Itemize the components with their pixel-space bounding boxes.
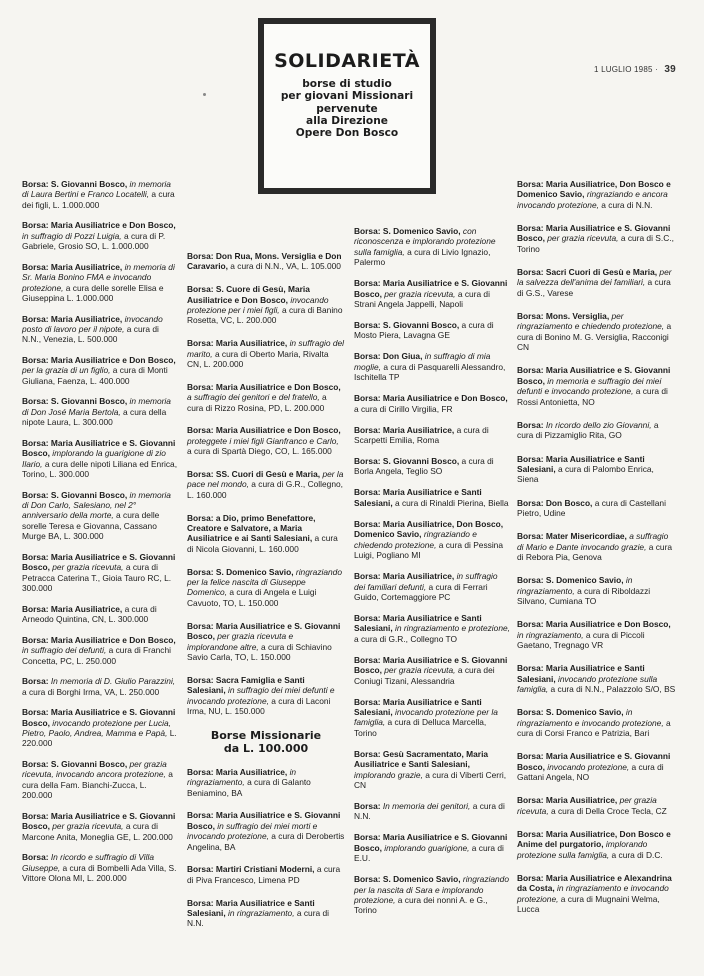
entry-heading: Borsa: S. Domenico Savio,	[187, 566, 294, 577]
entry-intention: in ringraziamento e invocando protezione,	[517, 707, 664, 728]
entry-donor: a cura di Gattani Angela, NO	[517, 761, 664, 783]
entry-heading: Borsa: Sacra Famiglia e Santi Salesiani,	[187, 674, 305, 696]
entry-heading: Borsa:	[22, 676, 49, 687]
column-2	[187, 251, 345, 941]
donation-entry	[22, 552, 178, 594]
entry-intention: In ricordo dello zio Giovanni,	[545, 419, 652, 430]
entry-donor: a cura di Borghi Irma, VA, L. 250.000	[22, 686, 160, 697]
entry-intention: per la pace nel mondo,	[187, 469, 344, 490]
entry-donor: a cura delle nipoti Liliana ed Enrica, Torino, L. 300.000	[22, 458, 178, 480]
column-2-missionary-entries	[187, 767, 345, 929]
entry-heading: Borsa: Maria Ausiliatrice, Don Bosco, Domenico Savio,	[354, 518, 504, 540]
entry-donor: a cura di N.N., Venezia, L. 500.000	[22, 324, 159, 345]
entry-heading: Borsa: Maria Ausiliatrice e Don Bosco,	[517, 619, 671, 630]
entry-donor: a cura di Galanto Beniamino, BA	[187, 777, 311, 798]
entry-intention: per grazia ricevuta e implorandone altre,	[187, 631, 294, 652]
entry-intention: per la salvezza dell'anima dei familiari,	[517, 267, 672, 288]
entry-donor: a cura di Delluca Marcella, Torino	[354, 717, 487, 738]
entry-heading: Borsa: Sacri Cuori di Gesù e Maria,	[517, 267, 658, 278]
entry-donor: a cura di Mosto Piera, Lavagna GE	[354, 320, 494, 341]
donation-entry	[517, 498, 677, 519]
entry-heading: Borsa: Maria Ausiliatrice e S. Giovanni Bosco,	[517, 751, 671, 772]
donation-entry	[187, 469, 345, 500]
entry-heading: Borsa: a Dio, primo Benefattore, Creatore e Salvatore, a Maria Ausiliatrice e ai Santi Salesiani,	[187, 512, 316, 544]
entry-heading: Borsa:	[22, 852, 49, 863]
entry-donor: a cura di Mugnaini Welma, Lucca	[517, 893, 660, 915]
entry-heading: Borsa: Maria Ausiliatrice,	[354, 424, 455, 435]
donation-entry	[187, 567, 345, 609]
entry-donor: a cura di Arneodo Quintina, CN, L. 300.000	[22, 603, 157, 625]
donation-entry	[354, 425, 510, 446]
entry-intention: in memoria di Sr. Maria Bonino FMA e invocando protezione,	[22, 261, 175, 293]
donation-entry	[22, 707, 178, 749]
donation-entry	[517, 454, 677, 485]
donation-entry	[22, 759, 178, 801]
entry-intention: invocando protezione per i miei figli,	[187, 294, 329, 316]
entry-intention: per grazia ricevuta,	[384, 288, 456, 299]
entry-donor: a cura di Ferrari Guido, Cortemaggiore PC	[354, 581, 488, 602]
entry-intention: in ringraziamento,	[227, 907, 295, 918]
donation-entry	[187, 251, 345, 272]
entry-heading: Borsa: Maria Ausiliatrice e Santi Salesiani,	[354, 612, 482, 634]
entry-heading: Borsa: S. Giovanni Bosco,	[22, 179, 128, 189]
entry-intention: ringraziando per la nascita di Sara e implorando protezione,	[354, 874, 509, 905]
entry-heading: Borsa: Maria Ausiliatrice e S. Giovanni Bosco,	[187, 620, 341, 642]
donation-entry	[517, 663, 677, 694]
entry-intention: per grazia ricevuta,	[52, 562, 124, 573]
entry-heading: Borsa: Maria Ausiliatrice, Don Bosco e Domenico Savio,	[517, 179, 671, 200]
issue-date: 1 LUGLIO 1985	[594, 65, 653, 74]
donation-entry	[517, 179, 677, 210]
entry-donor: a cura di Schiavino Savio Carla, TO, L. 150.000	[187, 641, 332, 662]
donation-entry	[22, 262, 178, 304]
entry-donor: a cura di G.S., Varese	[517, 277, 671, 298]
donation-entry	[517, 365, 677, 407]
entry-donor: a cura di Pessina Luigi, Pogliano MI	[354, 539, 503, 561]
page-title: SOLIDARIETÀ	[274, 50, 420, 72]
entry-heading: Borsa: S. Domenico Savio,	[517, 575, 624, 586]
entry-intention: invocando protezione per la famiglia,	[354, 706, 498, 728]
donation-entry	[517, 873, 677, 915]
donation-entry	[517, 829, 677, 860]
entry-heading: Borsa: Maria Ausiliatrice e S. Giovanni Bosco,	[517, 223, 671, 244]
entry-heading: Borsa: Maria Ausiliatrice,	[517, 795, 618, 806]
subtitle-line: per giovani Missionari	[280, 90, 414, 103]
entry-donor: a cura di Strani Angela Jappelli, Napoli	[354, 288, 490, 310]
entry-heading: Borsa: Maria Ausiliatrice e S. Giovanni Bosco,	[22, 551, 176, 573]
donation-entry	[22, 438, 178, 480]
entry-donor: a cura di Livio Ignazio, Palermo	[354, 246, 491, 268]
entry-heading: Borsa: Maria Ausiliatrice, Don Bosco e Anime del purgatorio,	[517, 828, 671, 850]
entry-heading: Borsa: S. Domenico Savio,	[354, 226, 461, 236]
entry-donor: a cura dei figli, L. 1.000.000	[22, 189, 175, 210]
entry-heading: Borsa: Maria Ausiliatrice e Santi Salesiani,	[354, 696, 482, 717]
entry-donor: a cura di S.C., Torino	[517, 233, 674, 254]
entry-heading: Borsa: Maria Ausiliatrice e Santi Salesiani,	[187, 897, 315, 918]
entry-heading: Borsa: Don Giua,	[354, 351, 423, 362]
entry-intention: in ringraziamento,	[517, 575, 633, 596]
entry-intention: per grazia ricevuta,	[52, 821, 124, 832]
entry-intention: implorando guarigione,	[384, 842, 470, 853]
title-subtitle	[264, 78, 430, 139]
entry-intention: in suffragio di mia moglie,	[354, 351, 491, 372]
entry-heading: Borsa: Maria Ausiliatrice e Don Bosco,	[22, 355, 176, 366]
donation-entry	[517, 223, 677, 254]
entry-heading: Borsa: Maria Ausiliatrice,	[187, 766, 288, 777]
subheading-line: Borse Missionarie	[210, 728, 322, 742]
entry-donor: a cura di N.N.	[601, 199, 653, 210]
entry-heading: Borsa: Mons. Versiglia,	[517, 311, 610, 322]
entry-donor: a cura di Banino Rosetta, VC, L. 200.000	[187, 305, 343, 326]
entry-donor: a cura di Palombo Enrica, Siena	[517, 463, 654, 485]
entry-intention: per grazia ricevuta,	[547, 233, 619, 244]
entry-donor: a cura di Franchi Concetta, PC, L. 250.000	[22, 645, 171, 666]
entry-donor: a cura di Cirillo Virgilia, FR	[354, 403, 453, 414]
donation-entry	[517, 311, 677, 353]
entry-heading: Borsa: Maria Ausiliatrice e Santi Salesiani,	[517, 663, 645, 684]
entry-heading: Borsa: Maria Ausiliatrice e S. Giovanni Bosco,	[354, 832, 508, 853]
entry-intention: in suffragio dei familiari defunti,	[354, 571, 498, 592]
donation-entry	[187, 284, 345, 326]
donation-entry	[22, 676, 178, 697]
donation-entry	[22, 220, 178, 251]
donation-entry	[517, 707, 677, 738]
entry-donor: L. 220.000	[22, 727, 177, 749]
donation-entry	[187, 338, 345, 369]
entry-donor: a cura di Castellani Pietro, Udine	[517, 497, 666, 518]
entry-intention: a suffragio dei genitori e del fratello,	[187, 392, 320, 403]
entry-heading: Borsa: Maria Ausiliatrice e Santi Salesiani,	[354, 487, 482, 508]
entry-heading: Borsa: Maria Ausiliatrice e S. Giovanni Bosco,	[22, 437, 176, 459]
donation-entry	[22, 490, 178, 542]
donation-entry	[354, 226, 510, 268]
entry-heading: Borsa: S. Giovanni Bosco,	[22, 396, 128, 407]
entry-donor: a cura di Bombelli Ada Villa, S. Vittore Olona MI, L. 200.000	[22, 862, 177, 883]
donation-entry	[517, 795, 677, 816]
entry-donor: a cura di N.N., Palazzolo S/O, BS	[550, 683, 676, 694]
entry-intention: per la grazia di un figlio,	[22, 365, 111, 376]
entry-donor: a cura di Rizzo Rosina, PD, L. 200.000	[187, 392, 327, 413]
entry-heading: Borsa: Maria Ausiliatrice e S. Giovanni Bosco,	[354, 278, 508, 299]
entry-donor: a cura di Rebora Pia, Genova	[517, 541, 673, 562]
column-2-entries	[187, 251, 345, 716]
donation-entry	[354, 571, 510, 602]
entry-donor: a cura di Angela e Luigi Cavuoto, TO, L. 150.000	[187, 587, 317, 608]
entry-heading: Borsa:	[517, 419, 544, 430]
donation-entry	[22, 635, 178, 666]
entry-heading: Borsa: Maria Ausiliatrice e S. Giovanni Bosco,	[187, 810, 341, 831]
title-box	[258, 18, 436, 194]
donation-entry	[22, 396, 178, 427]
entry-intention: in ringraziamento,	[187, 766, 297, 788]
entry-heading: Borsa: S. Cuore di Gesù, Maria Ausiliatrice e Don Bosco,	[187, 284, 310, 305]
donation-entry	[517, 751, 677, 782]
entry-intention: in memoria di Laura Bertini e Franco Locatelli,	[22, 179, 171, 200]
entry-heading: Borsa: Maria Ausiliatrice e S. Giovanni Bosco,	[22, 810, 176, 832]
entry-heading: Borsa: Maria Ausiliatrice,	[354, 571, 455, 582]
entry-intention: in memoria di Don Carlo, Salesiano, nel 2° anniversario della morte,	[22, 489, 171, 521]
donation-entry	[354, 519, 510, 561]
entry-donor: a cura di D.C.	[611, 849, 663, 860]
entry-intention: per grazia ricevuta,	[517, 795, 657, 816]
entry-heading: Borsa: Maria Ausiliatrice e S. Giovanni Bosco,	[22, 707, 176, 728]
donation-entry	[517, 575, 677, 606]
entry-donor: a cura di Marcone Anita, Moneglia GE, L. 200.000	[22, 821, 173, 842]
entry-donor: a cura delle sorelle Teresa e Giovanna, Cassano Murge BA, L. 300.000	[22, 510, 160, 542]
entry-heading: Borsa: Maria Ausiliatrice e Don Bosco,	[22, 634, 176, 645]
entry-intention: in memoria e suffragio dei miei defunti e invocando protezione,	[517, 375, 662, 397]
entry-donor: a cura di Rossi Antonietta, NO	[517, 386, 668, 407]
entry-heading: Borsa: Maria Ausiliatrice e Don Bosco,	[187, 425, 341, 436]
donation-entry	[354, 456, 510, 477]
entry-intention: ringraziando per la felice nascita di Giuseppe Domenico,	[187, 566, 342, 598]
donation-entry	[22, 604, 178, 625]
entry-donor: a cura di Piccoli Gaetano, Tregnago VR	[517, 629, 645, 650]
entry-donor: a cura di Rinaldi Pierina, Biella	[394, 497, 509, 508]
entry-intention: ringraziando e ancora invocando protezione,	[517, 189, 668, 210]
entry-intention: in ringraziamento,	[517, 629, 584, 640]
donation-entry	[22, 179, 178, 210]
entry-heading: Borsa: Maria Ausiliatrice e Don Bosco,	[22, 220, 176, 231]
entry-heading: Borsa: Maria Ausiliatrice e Don Bosco,	[187, 381, 341, 392]
entry-donor: a cura di P. Gabriele, Grosio SO, L. 1.000.000	[22, 230, 166, 252]
entry-heading: Borsa: SS. Cuori di Gesù e Maria,	[187, 469, 321, 480]
entry-intention: con riconoscenza e implorando protezione sulla famiglia,	[354, 226, 496, 257]
entry-donor: a cura di Nicola Giovanni, L. 160.000	[187, 533, 338, 554]
donation-entry	[354, 278, 510, 309]
entry-intention: in suffragio di Pozzi Luigia,	[22, 230, 122, 241]
donation-entry	[22, 811, 178, 842]
subheading-line: da L. 100.000	[223, 741, 309, 755]
entry-heading: Borsa: Martiri Cristiani Moderni,	[187, 864, 315, 875]
entry-donor: a cura di Spartà Diego, CO, L. 165.000	[187, 446, 332, 457]
donation-entry	[517, 420, 677, 441]
entry-donor: a cura di Pizzamiglio Rita, GO	[517, 419, 659, 441]
entry-intention: invocando protezione per Lucia, Pietro, Paolo, Andrea, Mamma e Papà,	[22, 717, 171, 738]
entry-intention: implorando la guarigione di zio Ilario,	[22, 448, 166, 469]
subtitle-line: alla Direzione	[306, 114, 388, 127]
subtitle-line: Opere Don Bosco	[295, 127, 399, 140]
entry-donor: a cura di Piva Francesco, Limena PD	[187, 864, 341, 885]
entry-heading: Borsa: Maria Ausiliatrice e Santi Salesiani,	[517, 453, 645, 474]
donation-entry	[187, 382, 345, 413]
entry-intention: per grazia ricevuta,	[384, 665, 456, 676]
entry-intention: In memoria di D. Giulio Parazzini,	[50, 676, 176, 687]
entry-heading: Borsa: Don Bosco,	[517, 497, 593, 508]
entry-donor: a cura di G.R., Collegno, L. 160.000	[187, 479, 343, 500]
entry-intention: proteggete i miei figli Gianfranco e Carlo,	[187, 435, 339, 446]
entry-intention: ringraziando e chiedendo protezione,	[354, 529, 477, 550]
donation-entry	[187, 425, 345, 456]
entry-heading: Borsa: S. Domenico Savio,	[517, 707, 624, 718]
entry-intention: in suffragio del marito,	[187, 338, 345, 359]
entry-donor: a cura di N.N.	[354, 800, 505, 822]
entry-intention: in suffragio dei defunti,	[22, 645, 107, 656]
entry-donor: a cura di Petracca Caterina T., Gioia Tauro RC, L. 300.000	[22, 562, 172, 594]
entry-heading: Borsa: Maria Ausiliatrice,	[22, 313, 123, 324]
donation-entry	[354, 801, 510, 822]
entry-heading: Borsa: Don Rua, Mons. Versiglia e Don Caravario,	[187, 251, 342, 272]
donation-entry	[354, 655, 510, 686]
entry-donor: a cura dei nonni A. e G., Torino	[354, 895, 488, 916]
donation-entry	[187, 621, 345, 663]
print-speck	[203, 93, 206, 96]
entry-donor: a cura di Viberti Cerri, CN	[354, 769, 507, 790]
entry-intention: invocando protezione sulla famiglia,	[517, 673, 658, 694]
entry-heading: Borsa: S. Giovanni Bosco,	[354, 320, 460, 331]
entry-donor: a cura dei Coniugi Tizani, Alessandria	[354, 665, 495, 686]
entry-intention: invocando posto di lavoro per il nipote,	[22, 313, 163, 335]
entry-donor: a cura di Derobertis Angelina, BA	[187, 831, 345, 852]
donation-entry	[517, 267, 677, 298]
entry-heading: Borsa: Maria Ausiliatrice e Don Bosco,	[354, 393, 508, 404]
entry-heading: Borsa: S. Giovanni Bosco,	[354, 456, 460, 467]
donation-entry	[187, 898, 345, 929]
donation-entry	[354, 874, 510, 916]
entry-donor: a cura della Fam. Bianchi-Zucca, L. 200.000	[22, 769, 173, 801]
donation-entry	[354, 351, 510, 382]
donation-entry	[187, 675, 345, 717]
entry-donor: a cura delle sorelle Elisa e Giuseppina L. 1.000.000	[22, 282, 164, 304]
entry-donor: a cura di Della Croce Tecla, CZ	[550, 805, 667, 816]
entry-intention: per ringraziamento e chiedendo protezione,	[517, 311, 665, 332]
donation-entry	[22, 314, 178, 345]
page-number: 39	[664, 64, 676, 75]
entry-heading: Borsa: Mater Misericordiae,	[517, 531, 627, 542]
donation-entry	[354, 832, 510, 863]
entry-heading: Borsa: Maria Ausiliatrice,	[22, 603, 123, 614]
entry-donor: a cura di N.N.	[187, 907, 329, 929]
entry-intention: invocando protezione,	[547, 761, 630, 772]
entry-donor: a cura di Pasquarelli Alessandro, Ischitella TP	[354, 361, 506, 383]
entry-donor: a cura di N.N., VA, L. 105.000	[230, 261, 341, 272]
donation-entry	[517, 619, 677, 650]
entry-donor: a cura di Riboldazzi Silvano, Cumiana TO	[517, 585, 651, 606]
entry-intention: a suffragio di Mario e Dante invocando grazie,	[517, 531, 669, 552]
entry-donor: a cura di Borla Angela, Teglio SO	[354, 456, 494, 477]
column-1	[22, 179, 178, 894]
entry-donor: a cura di Monti Giuliana, Faenza, L. 400.000	[22, 365, 168, 386]
entry-intention: in suffragio dei miei defunti e invocando protezione,	[187, 685, 335, 706]
entry-intention: In ricordo e suffragio di Villa Giuseppe,	[22, 852, 155, 873]
subtitle-line: borse di studio	[302, 78, 392, 90]
entry-heading: Borsa: S. Giovanni Bosco,	[22, 489, 128, 500]
entry-intention: implorando grazie,	[354, 769, 423, 780]
entry-intention: in ringraziamento e protezione,	[394, 623, 510, 634]
entry-heading: Borsa:	[354, 800, 381, 811]
donation-entry	[354, 320, 510, 341]
donation-entry	[22, 852, 178, 883]
section-subheading	[187, 729, 345, 755]
entry-intention: in ringraziamento e invocando protezione,	[517, 883, 669, 904]
entry-donor: a cura di Scarpetti Emilia, Roma	[354, 424, 489, 446]
entry-heading: Borsa: Maria Ausiliatrice,	[187, 338, 288, 349]
entry-intention: in memoria di Don José Maria Bertola,	[22, 396, 171, 417]
entry-donor: a cura di G.R., Collegno TO	[354, 633, 458, 644]
donation-entry	[517, 531, 677, 562]
entry-donor: a cura di Laconi Irma, NU, L. 150.000	[187, 695, 331, 716]
donation-entry	[187, 864, 345, 885]
donation-entry	[354, 697, 510, 739]
entry-heading: Borsa: Maria Ausiliatrice e S. Giovanni Bosco,	[517, 365, 671, 386]
entry-donor: a cura della nipote Laura, L. 300.000	[22, 406, 167, 428]
entry-donor: a cura di Corsi Franco e Patrizia, Bari	[517, 717, 671, 738]
donation-entry	[187, 767, 345, 798]
donation-entry	[22, 355, 178, 386]
page-separator: ·	[655, 65, 661, 74]
donation-entry	[354, 749, 510, 791]
donation-entry	[354, 487, 510, 508]
entry-intention: implorando protezione sulla famiglia,	[517, 839, 648, 860]
entry-heading: Borsa: S. Domenico Savio,	[354, 874, 461, 885]
donation-entry	[354, 393, 510, 414]
entry-donor: a cura di E.U.	[354, 842, 504, 864]
entry-intention: per grazia ricevuta, invocando ancora protezione,	[22, 758, 167, 780]
entry-heading: Borsa: S. Giovanni Bosco,	[22, 758, 128, 769]
entry-donor: a cura di Bonino M. G. Versiglia, Racconigi CN	[517, 321, 672, 353]
entry-heading: Borsa: Gesù Sacramentato, Maria Ausiliatrice e Santi Salesiani,	[354, 748, 489, 770]
donation-entry	[187, 810, 345, 852]
entry-donor: a cura di Oberto Maria, Rivalta CN, L. 200.000	[187, 348, 329, 370]
entry-intention: in suffragio dei miei morti e invocando protezione,	[187, 820, 318, 842]
entry-heading: Borsa: Maria Ausiliatrice e Alexandrina da Costa,	[517, 872, 672, 894]
entry-heading: Borsa: Maria Ausiliatrice,	[22, 261, 123, 272]
column-3	[354, 226, 510, 926]
donation-entry	[187, 513, 345, 555]
entry-intention: In memoria dei genitori,	[382, 800, 471, 811]
column-4	[517, 179, 677, 927]
page-header-date	[594, 64, 676, 75]
entry-heading: Borsa: Maria Ausiliatrice e S. Giovanni Bosco,	[354, 654, 508, 676]
donation-entry	[354, 613, 510, 644]
subtitle-line: pervenute	[316, 102, 378, 115]
